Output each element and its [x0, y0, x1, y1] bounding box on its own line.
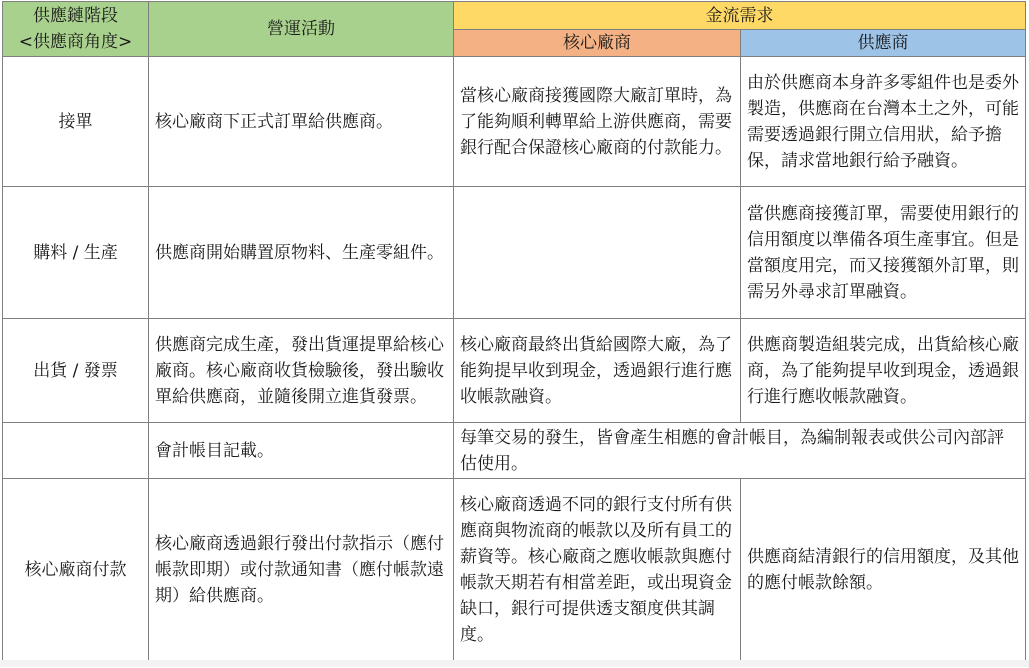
supplier-cell: 當供應商接獲訂單，需要使用銀行的信用額度以準備各項生產事宜。但是當額度用完，而又接獲額外訂單，則需另外尋求訂單融資。	[741, 187, 1026, 319]
table-row	[3, 479, 1026, 662]
stage-cell: 出貨 / 發票	[3, 319, 149, 423]
activity-cell: 供應商完成生產，發出貨運提單給核心廠商。核心廠商收貨檢驗後，發出驗收單給供應商，並隨後開立進貨發票。	[149, 319, 454, 423]
table-row	[3, 187, 1026, 319]
supplier-cell: 供應商結清銀行的信用額度，及其他的應付帳款餘額。	[741, 479, 1026, 662]
bottom-edge	[0, 660, 1029, 667]
supply-chain-cashflow-table	[2, 1, 1026, 662]
activity-cell: 核心廠商下正式訂單給供應商。	[149, 57, 454, 187]
supplier-cell: 供應商製造組裝完成，出貨給核心廠商，為了能夠提早收到現金，透過銀行進行應收帳款融資。	[741, 319, 1026, 423]
core-firm-cell: 當核心廠商接獲國際大廠訂單時，為了能夠順利轉單給上游供應商，需要銀行配合保證核心廠商的付款能力。	[454, 57, 741, 187]
supplier-cell: 由於供應商本身許多零組件也是委外製造，供應商在台灣本土之外，可能需要透過銀行開立信用狀，給予擔保，請求當地銀行給予融資。	[741, 57, 1026, 187]
core-firm-cell: 核心廠商透過不同的銀行支付所有供應商與物流商的帳款以及所有員工的薪資等。核心廠商之應收帳款與應付帳款天期若有相當差距，或出現資金缺口，銀行可提供透支額度供其調度。	[454, 479, 741, 662]
table-row	[3, 57, 1026, 187]
table-row	[3, 423, 1026, 479]
header-core-firm: 核心廠商	[454, 30, 741, 57]
activity-cell: 供應商開始購置原物料、生產零組件。	[149, 187, 454, 319]
header-stage-line2: <供應商角度>	[18, 32, 133, 52]
header-cashflow: 金流需求	[454, 2, 1026, 30]
core-firm-cell: 核心廠商最終出貨給國際大廠，為了能夠提早收到現金，透過銀行進行應收帳款融資。	[454, 319, 741, 423]
header-stage	[3, 2, 149, 57]
stage-cell: 購料 / 生產	[3, 187, 149, 319]
header-stage-line1: 供應鏈階段	[33, 6, 118, 26]
stage-cell	[3, 423, 149, 479]
header-supplier: 供應商	[741, 30, 1026, 57]
activity-cell: 會計帳目記載。	[149, 423, 454, 479]
stage-cell: 接單	[3, 57, 149, 187]
table-row	[3, 319, 1026, 423]
core-firm-cell	[454, 187, 741, 319]
header-activity: 營運活動	[149, 2, 454, 57]
stage-cell: 核心廠商付款	[3, 479, 149, 662]
merged-cashflow-cell: 每筆交易的發生，皆會產生相應的會計帳目，為編制報表或供公司內部評估使用。	[454, 423, 1026, 479]
activity-cell: 核心廠商透過銀行發出付款指示（應付帳款即期）或付款通知書（應付帳款遠期）給供應商。	[149, 479, 454, 662]
